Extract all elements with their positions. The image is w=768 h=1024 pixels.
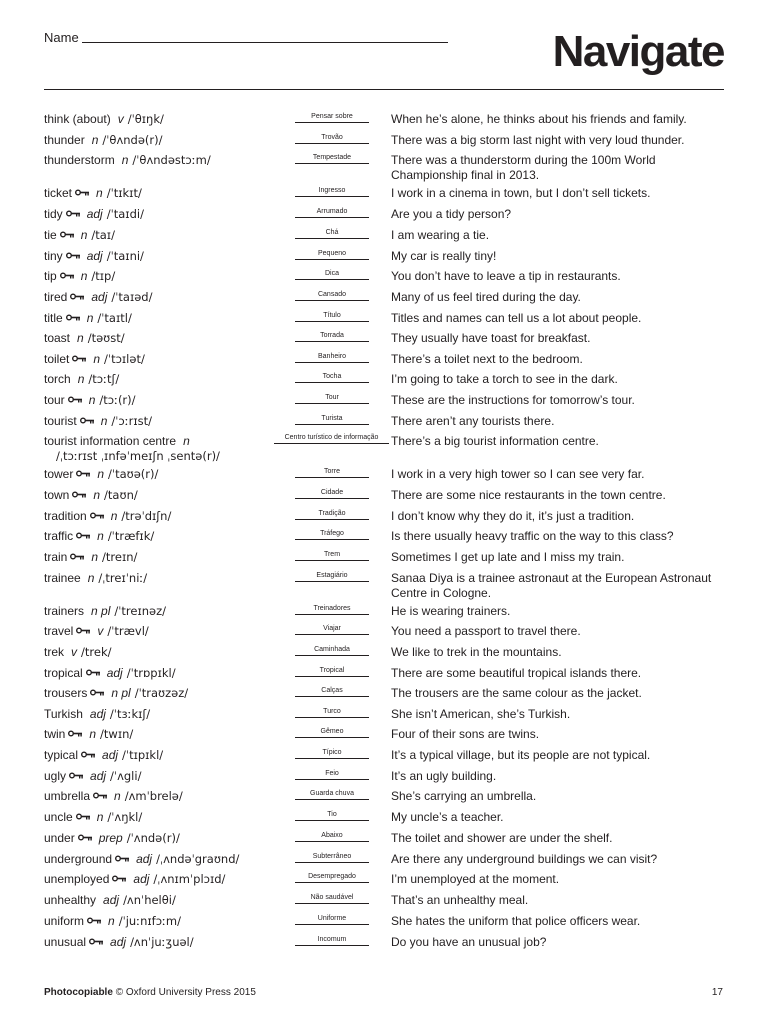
vocab-entry	[44, 707, 272, 722]
part-of-speech: n pl	[111, 686, 131, 700]
translation-field: Pensar sobre	[295, 112, 369, 123]
vocab-entry	[44, 488, 272, 503]
example-sentence: When he’s alone, he thinks about his friends and family.	[391, 112, 687, 126]
example-sentence: There are some nice restaurants in the town centre.	[391, 488, 666, 502]
pronunciation: /ˈjuːnɪfɔːm/	[118, 914, 181, 928]
headword: tiny	[44, 249, 63, 263]
example-sentence: I’m going to take a torch to see in the dark.	[391, 372, 618, 386]
vocab-entry	[44, 571, 272, 586]
translation-field: Viajar	[295, 624, 369, 635]
pronunciation: /twɪn/	[100, 727, 134, 741]
page-number: 17	[711, 987, 723, 998]
pronunciation: /ˌʌndəˈgraʊnd/	[156, 852, 240, 866]
vocab-entry	[44, 769, 272, 784]
example-sentence: Do you have an unusual job?	[391, 935, 547, 949]
part-of-speech: adj	[86, 249, 103, 263]
headword: ticket	[44, 186, 73, 200]
pronunciation: /ˈtaɪdi/	[106, 207, 144, 221]
part-of-speech: n	[77, 372, 85, 386]
vocab-entry	[44, 352, 272, 367]
translation-field: Turco	[295, 707, 369, 718]
vocab-entry	[44, 872, 272, 887]
example-sentence: Titles and names can tell us a lot about people.	[391, 311, 642, 325]
part-of-speech: n	[80, 269, 88, 283]
headword: trousers	[44, 686, 88, 700]
translation-field: Tradição	[295, 509, 369, 520]
photocopiable-label: Photocopiable	[44, 987, 113, 998]
vocab-entry	[44, 186, 272, 201]
pronunciation: /ˈtɔɪlət/	[104, 352, 145, 366]
example-sentence: There are some beautiful tropical islands there.	[391, 666, 642, 680]
pronunciation: /trəˈdɪʃn/	[121, 509, 172, 523]
translation-field: Ingresso	[295, 186, 369, 197]
example-sentence: Sanaa Diya is a trainee astronaut at the European Astronaut Centre in Cologne.	[391, 571, 712, 600]
translation-field: Dica	[295, 269, 369, 280]
translation-field: Uniforme	[295, 914, 369, 925]
part-of-speech: n pl	[91, 604, 111, 618]
key-icon	[66, 206, 80, 221]
example-sentence: It’s an ugly building.	[391, 769, 497, 783]
example-sentence: He is wearing trainers.	[391, 604, 511, 618]
headword: trek	[44, 645, 65, 659]
pronunciation: /ʌnˈjuːʒuəl/	[130, 935, 194, 949]
part-of-speech: n	[121, 153, 129, 167]
vocab-entry	[44, 290, 272, 305]
example-sentence: Sometimes I get up late and I miss my train.	[391, 550, 625, 564]
key-icon	[69, 768, 83, 783]
part-of-speech: adj	[89, 707, 106, 721]
part-of-speech: n	[91, 550, 99, 564]
pronunciation: /ˈtaɪəd/	[111, 290, 153, 304]
vocab-entry	[44, 789, 272, 804]
translation-field: Tio	[295, 810, 369, 821]
translation-field: Chá	[295, 228, 369, 239]
example-sentence: My car is really tiny!	[391, 249, 497, 263]
pronunciation: /ˈʌŋkl/	[107, 810, 143, 824]
example-sentence: These are the instructions for tomorrow’s tour.	[391, 393, 635, 407]
headword: tradition	[44, 509, 87, 523]
translation-field: Banheiro	[295, 352, 369, 363]
key-icon	[75, 185, 89, 200]
pronunciation: /taʊn/	[104, 488, 138, 502]
pronunciation: /taɪ/	[91, 228, 115, 242]
part-of-speech: adj	[103, 893, 120, 907]
headword: tidy	[44, 207, 63, 221]
pronunciation: /ˈʌgli/	[110, 769, 142, 783]
translation-field: Centro turístico de informação	[274, 433, 389, 444]
vocab-entry	[44, 604, 272, 619]
part-of-speech: adj	[133, 872, 150, 886]
translation-field: Título	[295, 311, 369, 322]
example-sentence: The toilet and shower are under the shelf.	[391, 831, 613, 845]
example-sentence: The trousers are the same colour as the jacket.	[391, 686, 642, 700]
key-icon	[60, 227, 74, 242]
pronunciation: /ˈθɪŋk/	[127, 112, 164, 126]
vocab-entry	[44, 645, 272, 660]
headword: uncle	[44, 810, 73, 824]
key-icon	[60, 268, 74, 283]
headword: unusual	[44, 935, 87, 949]
example-sentence: Many of us feel tired during the day.	[391, 290, 581, 304]
headword: tourist	[44, 414, 77, 428]
key-icon	[89, 934, 103, 949]
example-sentence: I work in a cinema in town, but I don’t sell tickets.	[391, 186, 651, 200]
vocab-entry	[44, 748, 272, 763]
headword: unemployed	[44, 872, 110, 886]
headword: tropical	[44, 666, 83, 680]
translation-field: Incomum	[295, 935, 369, 946]
part-of-speech: n	[114, 789, 121, 803]
vocab-entry	[44, 893, 272, 908]
translation-field: Guarda chuva	[295, 789, 369, 800]
headword: tie	[44, 228, 57, 242]
vocab-entry	[44, 372, 272, 387]
vocab-entry	[44, 112, 272, 127]
example-sentence: I work in a very high tower so I can see very far.	[391, 467, 645, 481]
example-sentence: That’s an unhealthy meal.	[391, 893, 529, 907]
key-icon	[112, 871, 126, 886]
vocab-entry	[44, 810, 272, 825]
part-of-speech: n	[110, 509, 118, 523]
pronunciation: /ʌnˈhelθi/	[123, 893, 176, 907]
translation-field: Típico	[295, 748, 369, 759]
vocab-entry	[44, 467, 272, 482]
example-sentence: There’s a toilet next to the bedroom.	[391, 352, 583, 366]
headword: unhealthy	[44, 893, 97, 907]
vocab-entry	[44, 393, 272, 408]
key-icon	[72, 487, 86, 502]
key-icon	[93, 788, 107, 803]
name-label: Name	[44, 30, 79, 45]
translation-field: Gêmeo	[295, 727, 369, 738]
translation-field: Abaixo	[295, 831, 369, 842]
pronunciation: /ˈθʌndə(r)/	[102, 133, 163, 147]
translation-field: Não saudável	[295, 893, 369, 904]
headword: thunder	[44, 133, 85, 147]
translation-field: Pequeno	[295, 249, 369, 260]
key-icon	[90, 685, 104, 700]
example-sentence: She hates the uniform that police officers wear.	[391, 914, 641, 928]
headword: town	[44, 488, 70, 502]
part-of-speech: v	[117, 112, 124, 126]
part-of-speech: n	[96, 186, 103, 200]
part-of-speech: n	[77, 331, 84, 345]
vocab-entry	[44, 666, 272, 681]
vocab-entry	[44, 228, 272, 243]
example-sentence: You need a passport to travel there.	[391, 624, 581, 638]
key-icon	[115, 851, 129, 866]
pronunciation: /ˈtɪpɪkl/	[122, 748, 164, 762]
part-of-speech: adj	[106, 666, 123, 680]
pronunciation: /tɔː(r)/	[99, 393, 136, 407]
key-icon	[66, 248, 80, 263]
translation-field: Trem	[295, 550, 369, 561]
example-sentence: They usually have toast for breakfast.	[391, 331, 591, 345]
translation-field: Desempregado	[295, 872, 369, 883]
translation-field: Estagiário	[295, 571, 369, 582]
translation-field: Torre	[295, 467, 369, 478]
part-of-speech: n	[87, 571, 95, 585]
example-sentence: There aren’t any tourists there.	[391, 414, 555, 428]
translation-field: Tráfego	[295, 529, 369, 540]
headword: ugly	[44, 769, 67, 783]
headword: twin	[44, 727, 66, 741]
headword: uniform	[44, 914, 85, 928]
part-of-speech: n	[91, 133, 99, 147]
example-sentence: You don’t have to leave a tip in restaurants.	[391, 269, 621, 283]
part-of-speech: adj	[110, 935, 127, 949]
vocab-entry	[44, 529, 272, 544]
pronunciation: /ˈtaɪtl/	[97, 311, 132, 325]
part-of-speech: n	[97, 467, 105, 481]
key-icon	[72, 351, 86, 366]
key-icon	[68, 392, 82, 407]
vocab-entry	[44, 831, 272, 846]
pronunciation: /tɪp/	[91, 269, 116, 283]
vocab-entry	[44, 624, 272, 639]
headword: tour	[44, 393, 65, 407]
key-icon	[90, 508, 104, 523]
copyright-text: © Oxford University Press 2015	[115, 987, 256, 998]
example-sentence: Are you a tidy person?	[391, 207, 512, 221]
part-of-speech: n	[108, 914, 115, 928]
example-sentence: She isn’t American, she’s Turkish.	[391, 707, 571, 721]
example-sentence: We like to trek in the mountains.	[391, 645, 562, 659]
part-of-speech: n	[88, 393, 96, 407]
translation-field: Torrada	[295, 331, 369, 342]
part-of-speech: v	[71, 645, 78, 659]
pronunciation: /ˈtreɪnəz/	[114, 604, 167, 618]
part-of-speech: n	[80, 228, 88, 242]
pronunciation: /ˈθʌndəstɔːm/	[132, 153, 211, 167]
example-sentence: There was a big storm last night with very loud thunder.	[391, 133, 685, 147]
headword: underground	[44, 852, 113, 866]
headword: torch	[44, 372, 71, 386]
key-icon	[76, 623, 90, 638]
translation-field: Caminhada	[295, 645, 369, 656]
part-of-speech: n	[93, 352, 101, 366]
vocab-entry	[44, 249, 272, 264]
pronunciation: /ˌʌnɪmˈplɔɪd/	[153, 872, 226, 886]
key-icon	[86, 665, 100, 680]
footer-copyright	[44, 987, 256, 998]
part-of-speech: n	[100, 414, 108, 428]
part-of-speech: n	[93, 488, 101, 502]
vocab-entry	[44, 509, 272, 524]
translation-field: Arrumado	[295, 207, 369, 218]
headword: trainers	[44, 604, 85, 618]
part-of-speech: n	[96, 810, 104, 824]
pronunciation: /ˈtɜːkɪʃ/	[109, 707, 151, 721]
vocab-entry	[44, 311, 272, 326]
translation-field: Cidade	[295, 488, 369, 499]
vocab-entry	[44, 727, 272, 742]
translation-field: Turista	[295, 414, 369, 425]
pronunciation: /ˈtraʊzəz/	[134, 686, 189, 700]
part-of-speech: adj	[102, 748, 119, 762]
translation-field: Trovão	[295, 133, 369, 144]
vocab-entry	[44, 434, 272, 449]
key-icon	[87, 913, 101, 928]
brand-title: Navigate	[552, 27, 724, 76]
key-icon	[76, 809, 90, 824]
part-of-speech: n	[183, 434, 190, 448]
headword: tip	[44, 269, 57, 283]
headword: trainee	[44, 571, 81, 585]
vocab-entry	[44, 153, 272, 168]
pronunciation: /trek/	[81, 645, 112, 659]
headword: thunderstorm	[44, 153, 115, 167]
part-of-speech: adj	[91, 290, 108, 304]
part-of-speech: n	[89, 727, 97, 741]
part-of-speech: adj	[90, 769, 107, 783]
vocab-entry	[44, 550, 272, 565]
key-icon	[80, 413, 94, 428]
translation-field: Feio	[295, 769, 369, 780]
part-of-speech: v	[97, 624, 104, 638]
headword: umbrella	[44, 789, 91, 803]
part-of-speech: adj	[86, 207, 103, 221]
headword: train	[44, 550, 68, 564]
translation-field: Tempestade	[295, 153, 369, 164]
pronunciation: /təʊst/	[87, 331, 125, 345]
headword: typical	[44, 748, 79, 762]
example-sentence: I don’t know why they do it, it’s just a tradition.	[391, 509, 635, 523]
headword: tower	[44, 467, 74, 481]
vocab-entry	[44, 331, 272, 346]
key-icon	[66, 310, 80, 325]
pronunciation: /ˈtrævl/	[107, 624, 149, 638]
pronunciation: /ˈtaʊə(r)/	[108, 467, 159, 481]
example-sentence: It’s a typical village, but its people are not typical.	[391, 748, 651, 762]
vocab-entry	[44, 207, 272, 222]
example-sentence: My uncle’s a teacher.	[391, 810, 504, 824]
key-icon	[78, 830, 92, 845]
pronunciation: /ˈtrɒpɪkl/	[126, 666, 176, 680]
key-icon	[76, 466, 90, 481]
example-sentence: Four of their sons are twins.	[391, 727, 540, 741]
translation-field: Subterrâneo	[295, 852, 369, 863]
pronunciation: /ˈtɪkɪt/	[106, 186, 142, 200]
pronunciation-line	[56, 449, 220, 464]
vocab-entry	[44, 133, 272, 148]
headword: tourist information centre	[44, 434, 177, 448]
key-icon	[70, 289, 84, 304]
headword: travel	[44, 624, 74, 638]
part-of-speech: n	[97, 529, 104, 543]
translation-field: Tocha	[295, 372, 369, 383]
pronunciation: /ˌtɔːrɪst ˌɪnfəˈmeɪʃn ˌsentə(r)/	[56, 449, 220, 463]
pronunciation: /treɪn/	[102, 550, 138, 564]
headword: think (about)	[44, 112, 111, 126]
vocab-entry	[44, 852, 272, 867]
pronunciation: /ˈɔːrɪst/	[111, 414, 152, 428]
pronunciation: /tɔːtʃ/	[88, 372, 120, 386]
part-of-speech: n	[86, 311, 94, 325]
example-sentence: Are there any underground buildings we can visit?	[391, 852, 658, 866]
key-icon	[76, 528, 90, 543]
headword: Turkish	[44, 707, 83, 721]
headword: under	[44, 831, 75, 845]
example-sentence: There was a thunderstorm during the 100m World Championship final in 2013.	[391, 153, 656, 182]
vocab-entry	[44, 269, 272, 284]
headword: toast	[44, 331, 71, 345]
headword: tired	[44, 290, 68, 304]
headword: toilet	[44, 352, 70, 366]
translation-field: Tropical	[295, 666, 369, 677]
example-sentence: I am wearing a tie.	[391, 228, 490, 242]
headword: traffic	[44, 529, 74, 543]
vocab-entry	[44, 935, 272, 950]
translation-field: Cansado	[295, 290, 369, 301]
vocab-entry	[44, 914, 272, 929]
pronunciation: /ˈtaɪni/	[106, 249, 144, 263]
vocab-entry	[44, 414, 272, 429]
translation-field: Treinadores	[295, 604, 369, 615]
pronunciation: /ʌmˈbrelə/	[124, 789, 183, 803]
translation-field: Tour	[295, 393, 369, 404]
example-sentence: Is there usually heavy traffic on the way to this class?	[391, 529, 674, 543]
vocab-entry	[44, 686, 272, 701]
part-of-speech: adj	[136, 852, 153, 866]
key-icon	[70, 549, 84, 564]
translation-field: Calças	[295, 686, 369, 697]
pronunciation: /ˌtreɪˈniː/	[98, 571, 148, 585]
key-icon	[68, 726, 82, 741]
key-icon	[81, 747, 95, 762]
pronunciation: /ˈʌndə(r)/	[126, 831, 180, 845]
example-sentence: There’s a big tourist information centre.	[391, 434, 599, 448]
part-of-speech: prep	[98, 831, 123, 845]
pronunciation: /ˈtræfɪk/	[107, 529, 155, 543]
headword: title	[44, 311, 63, 325]
example-sentence: I’m unemployed at the moment.	[391, 872, 560, 886]
example-sentence: She’s carrying an umbrella.	[391, 789, 537, 803]
